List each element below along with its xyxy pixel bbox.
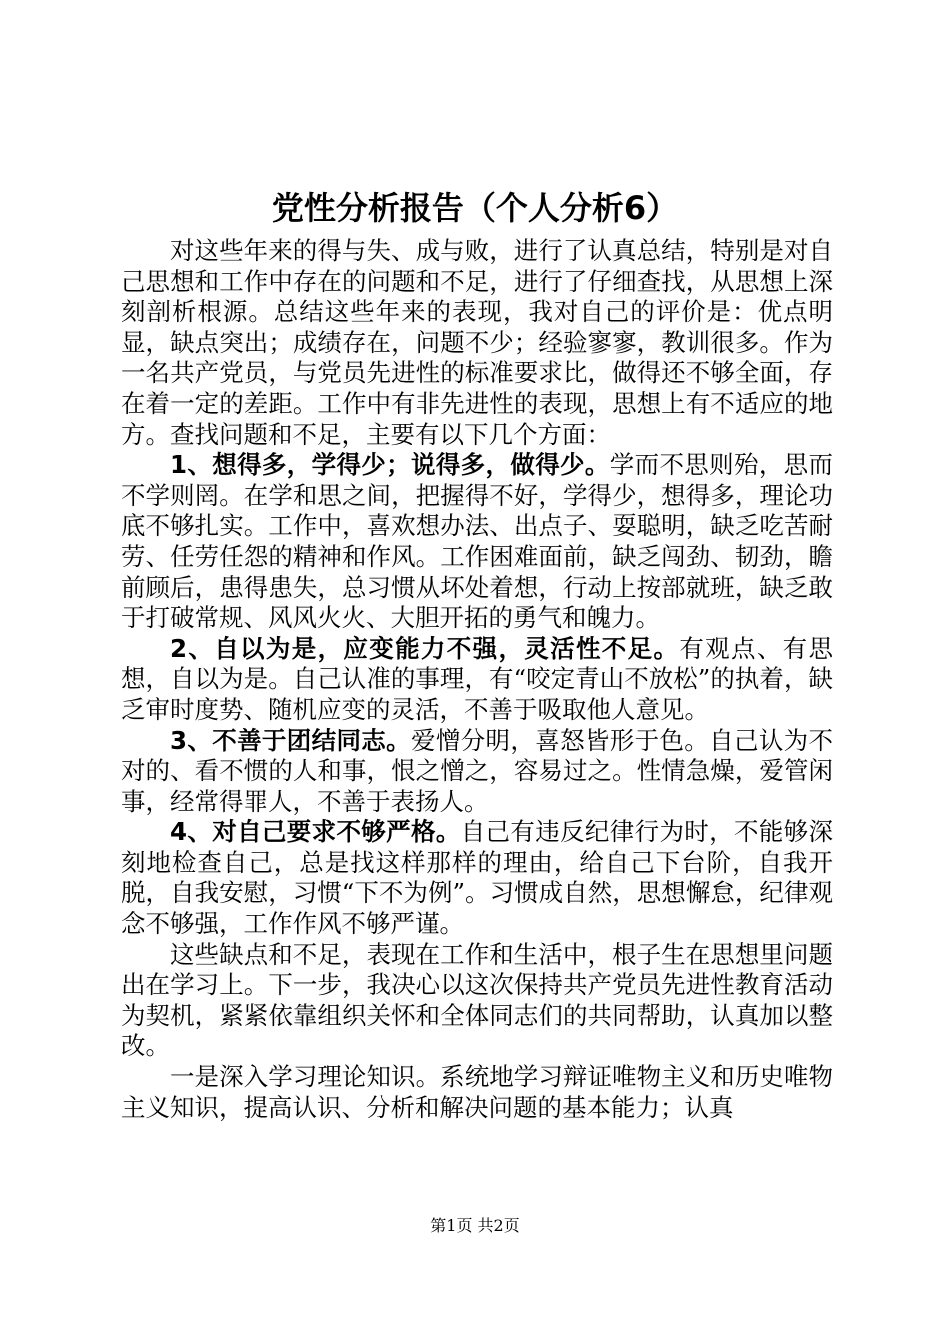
paragraph [121, 1062, 833, 1123]
paragraph-text: 对这些年来的得与失、成与败，进行了认真总结，特别是对自己思想和工作中存在的问题和不足，进行了仔细查找，从思想上深刻剖析根源。总结这些年来的表现，我对自己的评价是：优点明显，缺点突出；成绩存在，问题不少；经验寥寥，教训很多。作为一名共产党员，与党员先进性的标准要求比，做得还不够全面，存在着一定的差距。工作中有非先进性的表现，思想上有不适应的地方。查找问题和不足，主要有以下几个方面： [121, 236, 833, 449]
paragraph-text: 这些缺点和不足，表现在工作和生活中，根子生在思想里问题出在学习上。下一步，我决心以这次保持共产党员先进性教育活动为契机，紧紧依靠组织关怀和全体同志们的共同帮助，认真加以整改。 [121, 939, 833, 1061]
paragraph [121, 940, 833, 1062]
document-title: 党性分析报告（个人分析6） [271, 189, 679, 227]
paragraph-text: 一是深入学习理论知识。系统地学习辩证唯物主义和历史唯物主义知识，提高认识、分析和解决问题的基本能力；认真 [121, 1062, 833, 1122]
paragraph-heading: 1、想得多，学得少；说得多，做得少。 [170, 450, 610, 480]
paragraph-heading: 3、不善于团结同志。 [170, 725, 411, 755]
paragraph [121, 817, 833, 939]
paragraph-text: 爱憎分明，喜怒皆形于色。自己认为不对的、看不惯的人和事，恨之憎之，容易过之。性情急燥，爱管闲事，经常得罪人，不善于表扬人。 [121, 725, 834, 816]
paragraph [121, 450, 833, 634]
document-body [121, 236, 833, 1123]
paragraph-text: 有观点、有思想，自以为是。自己认准的事理，有“咬定青山不放松”的执着，缺乏审时度势、随机应变的灵活，不善于吸取他人意见。 [121, 633, 834, 724]
paragraph-heading: 2、自以为是，应变能力不强，灵活性不足。 [170, 633, 680, 663]
paragraph [121, 236, 833, 450]
paragraph-text: 学而不思则殆，思而不学则罔。在学和思之间，把握得不好，学得少，想得多，理论功底不够扎实。工作中，喜欢想办法、出点子、耍聪明，缺乏吃苦耐劳、任劳任怨的精神和作风。工作困难面前，缺乏闯劲、韧劲，瞻前顾后，患得患失，总习惯从坏处着想，行动上按部就班，缺乏敢于打破常规、风风火火、大胆开拓的勇气和魄力。 [121, 450, 834, 633]
paragraph [121, 634, 833, 726]
page-footer: 第1页 共2页 [430, 1216, 520, 1235]
paragraph [121, 726, 833, 818]
paragraph-heading: 4、对自己要求不够严格。 [170, 817, 461, 847]
paragraph-text: 自己有违反纪律行为时，不能够深刻地检查自己，总是找这样那样的理由，给自己下台阶，自我开脱，自我安慰，习惯“下不为例”。习惯成自然，思想懈怠，纪律观念不够强，工作作风不够严谨。 [121, 817, 834, 939]
